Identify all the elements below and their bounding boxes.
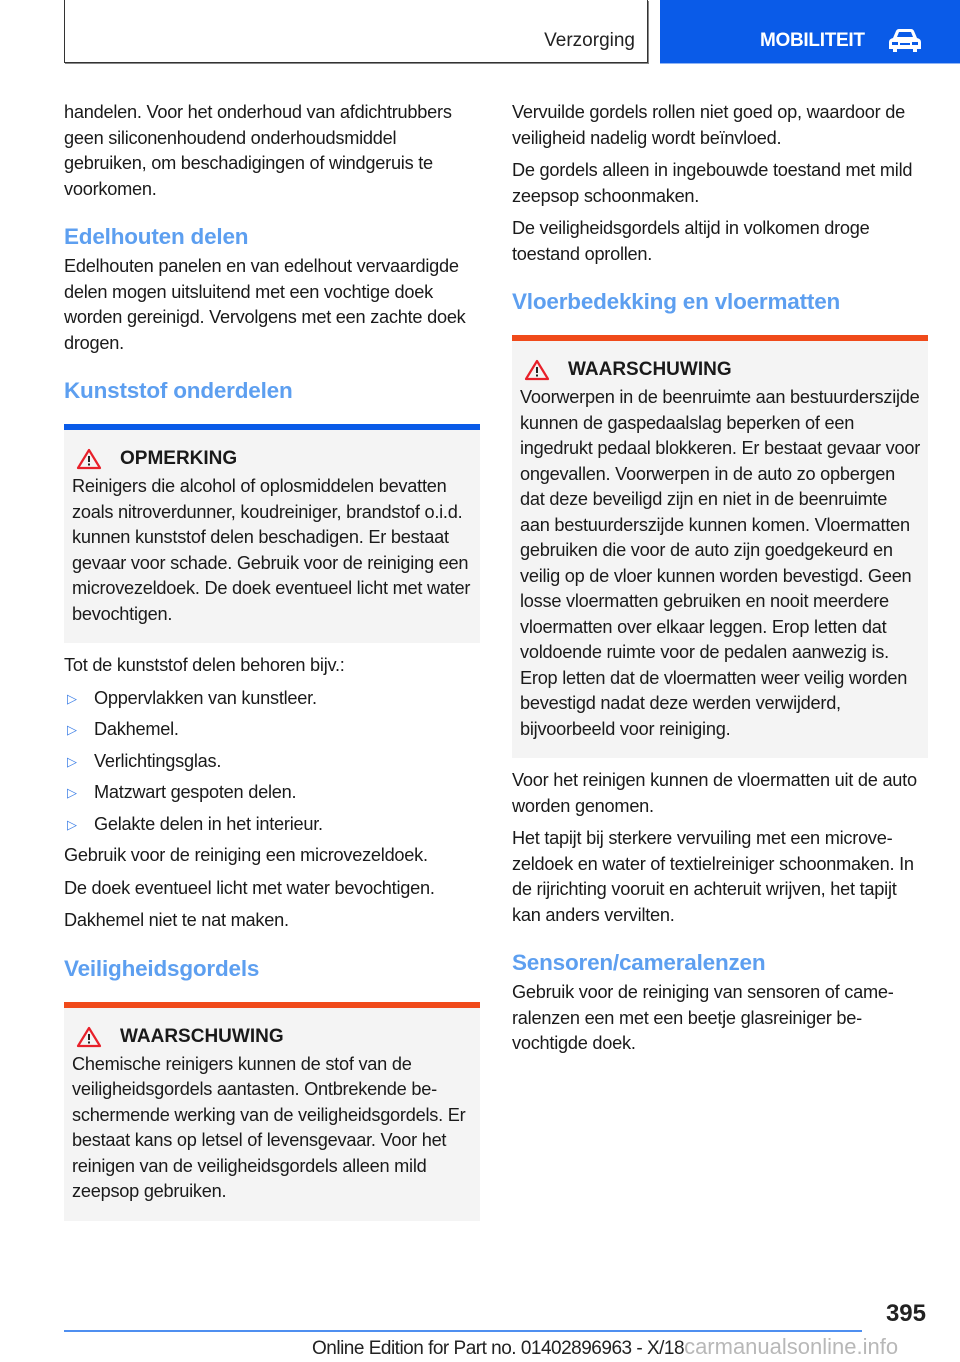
footer-edition <box>312 1334 898 1360</box>
notice-text: Reinigers die alcohol of oplosmiddelen bevatten zoals nitroverdunner, koudreiniger, brandstof o.i.d. kunnen kunststof delen beschadigen. Er bestaat gevaar voor schade. Gebruik voor de reiniging een microvezeldoek. De doek eventueel licht met water bevochtigen. <box>72 476 471 624</box>
list-item: ▷ Dakhemel. <box>64 717 480 743</box>
notice-box-waarschuwing <box>64 1002 480 1221</box>
kunststof-list <box>64 686 480 838</box>
notice-title: WAARSCHUWING <box>120 1025 284 1047</box>
warning-triangle-icon <box>524 359 550 381</box>
notice-box-waarschuwing <box>512 335 928 758</box>
heading-vloerbedekking: Vloerbedekking en vloermatten <box>512 289 841 314</box>
kunststof-after-3: Dakhemel niet te nat maken. <box>64 910 289 930</box>
gordels-paragraph-3: De veiligheidsgordels altijd in volkomen droge toestand oprollen. <box>512 218 870 264</box>
warning-triangle-icon <box>76 448 102 470</box>
heading-sensoren: Sensoren/cameralenzen <box>512 950 766 975</box>
list-item: ▷ Matzwart gespoten delen. <box>64 780 480 806</box>
sensoren-paragraph: Gebruik voor de reiniging van sensoren of cameralenzen een met een beetje glasreiniger bevochtigde doek. <box>512 982 894 1053</box>
list-item: ▷ Gelakte delen in het interieur. <box>64 812 480 838</box>
list-item: ▷ Verlichtingsglas. <box>64 749 480 775</box>
notice-title: OPMERKING <box>120 448 238 469</box>
gordels-paragraph-1: Vervuilde gordels rollen niet goed op, waardoor de veiligheid nadelig wordt beïnvloed. <box>512 102 905 148</box>
vloer-paragraph-1: Voor het reinigen kunnen de vloermatten uit de auto worden genomen. <box>512 770 917 816</box>
edelhout-paragraph: Edelhouten panelen en van edelhout vervaardigde delen mogen uitsluitend met een vochtige doek worden gereinigd. Vervolgens met een zachte doek drogen. <box>64 256 466 353</box>
heading-kunststof-onderdelen: Kunststof onderdelen <box>64 378 293 403</box>
heading-edelhouten-delen: Edelhouten delen <box>64 224 249 249</box>
watermark-link[interactable]: carmanualsonline.info <box>684 1334 899 1359</box>
triangle-right-icon: ▷ <box>67 816 77 832</box>
section-tab <box>64 0 648 63</box>
gordels-paragraph-2: De gordels alleen in ingebouwde toestand met mild zeepsop schoonmaken. <box>512 160 913 206</box>
notice-text: Voorwerpen in de beenruimte aan bestuurderszijde kunnen de gaspedaalslag beperken of een ingedrukt pedaal blokkeren. Er bestaat gevaar voor ongevallen. Voorwerpen in de auto zo opbergen dat deze beveiligd zijn en niet in de beenruimte aan bestuurderszijde kunnen komen. Vloermatten gebruiken die voor de auto zijn goedgekeurd en veilig op de vloer kunnen worden bevestigd. Geen losse vloermatten gebruiken en nooit meerdere vloermatten over elkaar leggen. Erop letten dat voldoende ruimte voor de pedalen aanwezig is. Erop letten dat de vloermatten weer veilig worden bevestigd nadat deze werden verwijderd, bijvoorbeeld voor reiniging. <box>520 387 921 739</box>
triangle-right-icon: ▷ <box>67 785 77 800</box>
right-column <box>512 100 928 1064</box>
page-number: 395 <box>885 1300 926 1327</box>
triangle-right-icon: ▷ <box>67 722 77 737</box>
triangle-right-icon: ▷ <box>67 690 77 706</box>
chapter-tab-label: MOBILITEIT <box>760 30 865 51</box>
footer-divider <box>64 1330 862 1332</box>
kunststof-after-2: De doek eventueel licht met water bevochtigen. <box>64 877 435 898</box>
section-tab-label: Verzorging <box>544 30 635 51</box>
vloer-paragraph-2: Het tapijt bij sterkere vervuiling met een microvezeldoek en water of textielreiniger schoonmaken. In de rijrichting vooruit en achteruit wrijven, het tapijt kan anders vervilten. <box>512 828 914 925</box>
list-intro: Tot de kunststof delen behoren bijv.: <box>64 655 345 675</box>
notice-text: Chemische reinigers kunnen de stof van de veiligheidsgordels aantasten. Ontbrekende beschermende werking van de veiligheidsgordels. Er bestaat kans op letsel of levensgevaar. Voor het reinigen van de veiligheidsgordels alleen mild zeepsop gebruiken. <box>72 1053 466 1201</box>
list-item: ▷ Oppervlakken van kunstleer. <box>64 686 480 712</box>
heading-veiligheidsgordels: Veiligheidsgordels <box>64 955 260 981</box>
left-column <box>64 100 480 1231</box>
notice-box-opmerking <box>64 424 480 643</box>
edition-text: Online Edition for Part no. 01402896963 - X/18 <box>312 1338 685 1359</box>
chapter-tab <box>660 0 960 64</box>
intro-paragraph: handelen. Voor het onderhoud van afdichtrubbers geen siliconenhoudend onderhoudsmiddel gebruiken, om beschadigingen of windgeruis te voorkomen. <box>64 102 452 199</box>
car-icon <box>885 28 925 54</box>
warning-triangle-icon <box>76 1026 102 1048</box>
kunststof-after-1: Gebruik voor de reiniging een microvezeldoek. <box>64 845 428 865</box>
triangle-right-icon: ▷ <box>67 753 77 769</box>
notice-title: WAARSCHUWING <box>568 359 732 380</box>
